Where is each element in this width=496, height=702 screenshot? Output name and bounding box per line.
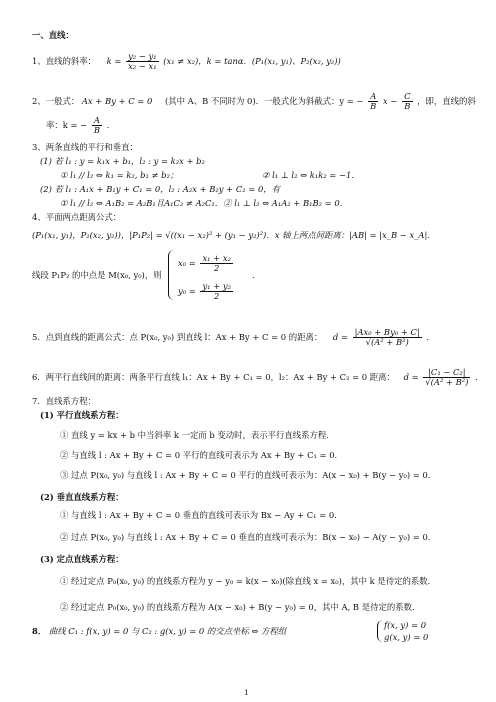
general-label: 2、一般式： xyxy=(32,96,80,106)
fraction-c-over-b xyxy=(402,92,412,111)
system-eq-2: g(x, y) = 0 xyxy=(384,632,429,642)
fraction-a-over-b xyxy=(368,92,378,111)
period: ． xyxy=(426,332,435,342)
parallel-lines-fraction xyxy=(423,368,470,387)
general-equation: Ax + By + C = 0 xyxy=(81,96,153,106)
point-line-fraction xyxy=(353,328,422,347)
parallel-system-1: ① 直线 y = kx + b 中当斜率 k 一定而 b 变动时，表示平行直线系方程． xyxy=(60,430,335,440)
slope-form-lines: (1) 若 l₁ : y = k₁x + b₁，l₂ : y = k₂x + b₂ xyxy=(40,156,205,166)
numerator: |Ax₀ + By₀ + C| xyxy=(354,327,420,337)
fraction-a-over-b-2 xyxy=(92,116,102,135)
denominator: B xyxy=(93,125,101,135)
denominator: B xyxy=(404,101,411,111)
numerator: y₁ + y₂ xyxy=(202,281,231,291)
system-eq-1: f(x, y) = 0 xyxy=(384,620,427,630)
midpoint-brace xyxy=(168,250,174,300)
d-label: d = xyxy=(332,332,348,342)
perpendicular-condition-1: ② l₁ ⊥ l₂ ⇔ k₁k₂ = −1． xyxy=(262,170,360,180)
slope-from-general-label: 率：k = − xyxy=(46,120,88,130)
midpoint-intro: 线段 P₁P₂ 的中点是 M(x₀, y₀)，则 xyxy=(32,270,162,280)
slope-label: 1、直线的斜率： xyxy=(32,56,96,66)
general-form xyxy=(32,92,476,111)
numerator: A xyxy=(92,116,102,126)
midpoint-x xyxy=(178,254,235,273)
parallel-lines-distance xyxy=(32,368,483,387)
general-tail: ，即，直线的斜 xyxy=(417,96,476,106)
fixed-point-system-title: (3) 定点直线系方程： xyxy=(40,554,124,564)
perpendicular-system-title: (2) 垂直直线系方程： xyxy=(40,492,124,502)
curve-intersection xyxy=(32,626,286,636)
perpendicular-system-2: ② 过点 P(x₀, y₀) 与直线 l : Ax + By + C = 0 垂直的直线可表示为：B(x − x₀) − A(y − y₀) = 0． xyxy=(60,532,437,542)
parallel-condition-1: ① l₁ // l₂ ⇔ k₁ = k₂, b₁ ≠ b₂； xyxy=(60,170,179,180)
two-point-distance: (P₁(x₁, y₁)，P₂(x₂, y₂))，|P₁P₂| = √((x₁ − x₂)² + (y₁ − y₂)²)．x 轴上两点间距离：|AB| = |x_B − x_A|． xyxy=(32,230,436,240)
slope-fraction xyxy=(126,52,159,71)
numerator: |C₁ − C₂| xyxy=(423,368,470,378)
slope-denominator: x₂ − x₁ xyxy=(128,61,157,71)
section-heading: 一、直线： xyxy=(32,30,74,40)
period: ． xyxy=(106,120,116,130)
parallel-perpendicular-condition-2: ① l₁ // l₂ ⇔ A₁B₂ = A₂B₁且A₁C₂ ≠ A₂C₁．② l₁ ⊥ l₂ ⇔ A₁A₂ + B₁B₂ = 0． xyxy=(60,198,349,208)
denominator: √(A² + B²) xyxy=(365,337,409,347)
denominator: 2 xyxy=(214,263,220,273)
general-mid: x − xyxy=(383,96,398,106)
midpoint-y xyxy=(178,282,235,301)
point-line-label: 5．点到直线的距离公式：点 P(x₀, y₀) 到直线 l：Ax + By + C = 0 的距离： xyxy=(32,332,323,342)
numerator: A xyxy=(368,92,378,102)
d-label: d = xyxy=(403,372,419,382)
slope-from-general xyxy=(46,116,115,135)
fixed-point-system-2: ② 经过定点 P₀(x₀, y₀) 的直线系方程为 A(x − x₀) + B(y − y₀) = 0，其中 A, B 是待定的系数． xyxy=(60,602,421,612)
denominator: 2 xyxy=(214,291,220,301)
perpendicular-system-1: ① 与直线 l : Ax + By + C = 0 垂直的直线可表示为 Bx − Ay + C₁ = 0． xyxy=(60,510,343,520)
slope-numerator: y₂ − y₁ xyxy=(128,51,157,61)
intersection-text: 曲线 C₁ : f(x, y) = 0 与 C₂ : g(x, y) = 0 的交点坐标 ⇔ 方程组 xyxy=(48,626,287,636)
fixed-point-system-1: ① 经过定点 P₀(x₀, y₀) 的直线系方程为 y − y₀ = k(x − x₀)(除直线 x = x₀)，其中 k 是待定的系数． xyxy=(60,576,437,586)
denominator: √(A² + B²) xyxy=(425,377,469,387)
general-note: (其中 A、B 不同时为 0)．一般式化为斜截式：y = − xyxy=(164,96,364,106)
distance-heading: 4、平面两点距离公式： xyxy=(32,212,122,222)
parallel-lines-label: 6．两平行直线间的距离：两条平行直线 l₁：Ax + By + C₁ = 0，l₂：Ax + By + C₂ = 0 距离： xyxy=(32,372,395,382)
numerator: x₁ + x₂ xyxy=(202,253,231,263)
period: ． xyxy=(475,372,484,382)
slope-condition: (x₁ ≠ x₂)，k = tanα．(P₁(x₁, y₁)、P₂(x₂, y₂)) xyxy=(163,56,341,66)
period: ． xyxy=(252,270,261,280)
parallel-system-3: ③ 过点 P(x₀, y₀) 与直线 l : Ax + By + C = 0 平行的直线可表示为：A(x − x₀) + B(y − y₀) = 0． xyxy=(60,470,437,480)
numerator: C xyxy=(404,91,411,101)
denominator: B xyxy=(370,101,377,111)
x0-label: x₀ = xyxy=(178,258,196,268)
y0-fraction xyxy=(200,282,233,301)
item-number: 8． xyxy=(32,626,47,636)
parallel-system-2: ② 与直线 l : Ax + By + C = 0 平行的直线可表示为 Ax + By + C₁ = 0． xyxy=(60,450,343,460)
y0-label: y₀ = xyxy=(178,286,196,296)
x0-fraction xyxy=(200,254,233,273)
system-brace xyxy=(377,620,383,642)
slope-formula xyxy=(32,52,341,71)
page-number: 1 xyxy=(244,688,249,697)
slope-k: k = xyxy=(106,56,122,66)
line-system-heading: 7．直线系方程： xyxy=(32,396,96,406)
parallel-system-title: (1) 平行直线系方程： xyxy=(40,410,124,420)
point-line-distance xyxy=(32,328,435,347)
parallel-perpendicular-heading: 3、两条直线的平行和垂直： xyxy=(32,142,138,152)
general-form-lines: (2) 若 l₁ : A₁x + B₁y + C₁ = 0，l₂ : A₂x + B₂y + C₂ = 0，有 xyxy=(40,184,281,194)
